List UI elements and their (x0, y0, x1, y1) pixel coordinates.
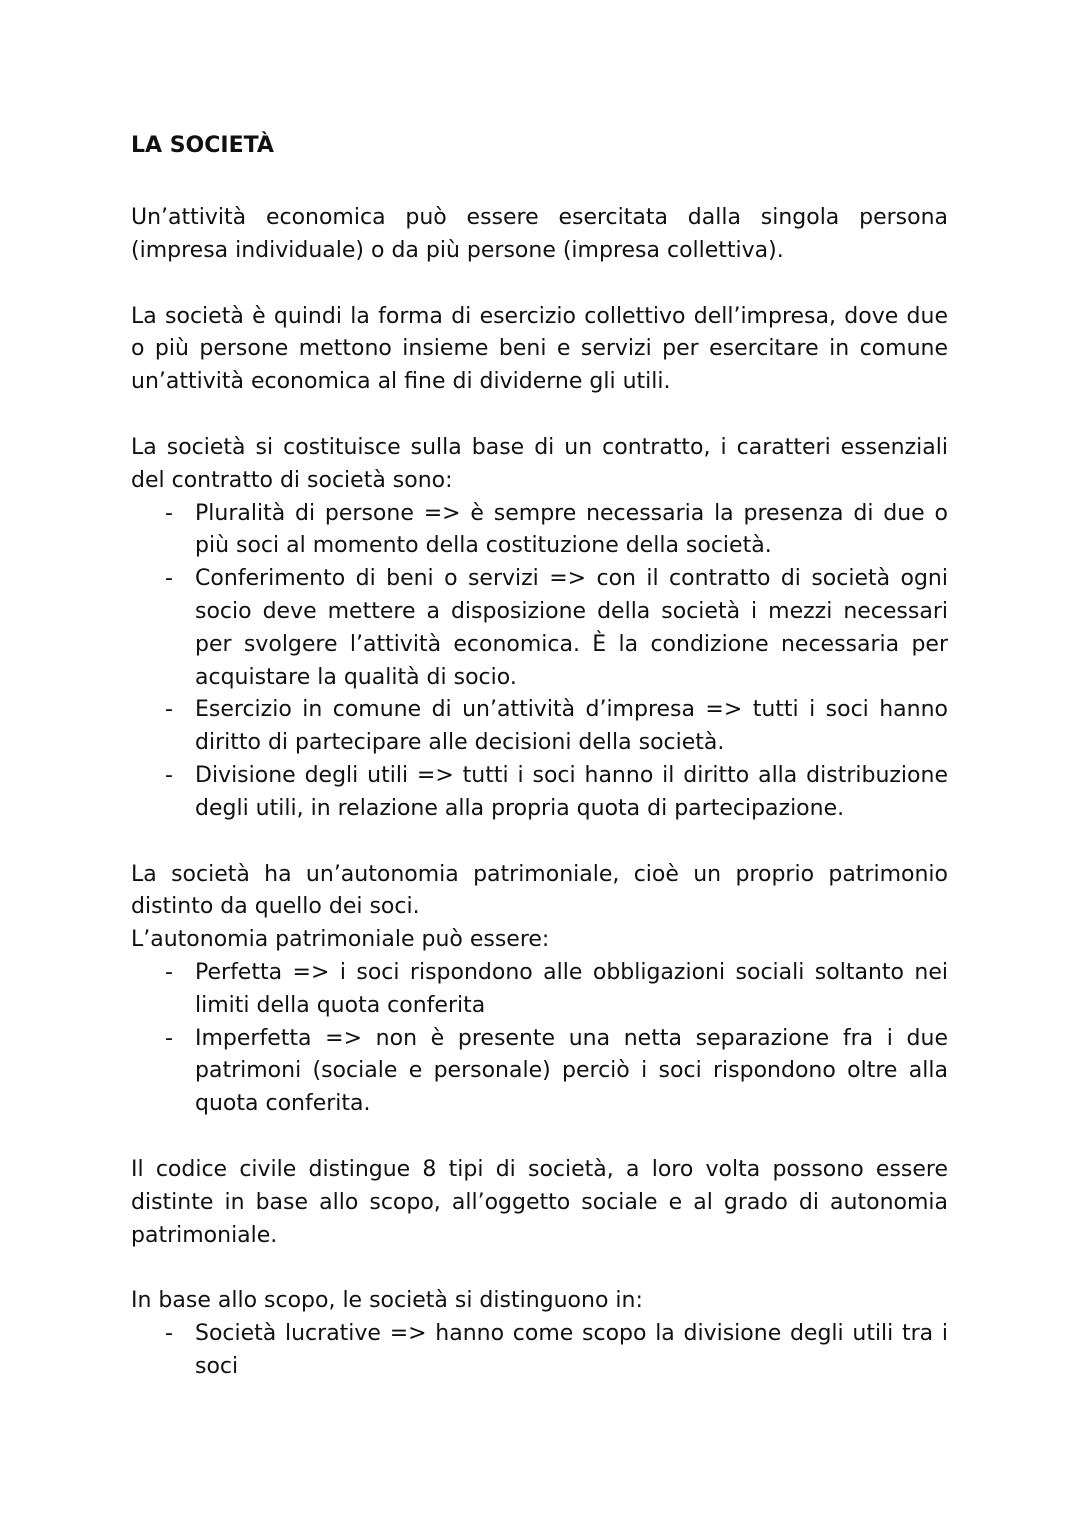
list-item-text: Divisione degli utili => tutti i soci hanno il diritto alla distribuzione degli utili, in relazione alla propria quota di partecipazione. (195, 762, 948, 821)
paragraph-contract: La società si costituisce sulla base di un contratto, i caratteri essenziali del contratto di società sono: (131, 434, 948, 493)
paragraph-civil-code: Il codice civile distingue 8 tipi di società, a loro volta possono essere distinte in base allo scopo, all’oggetto sociale e al grado di autonomia patrimoniale. (131, 1156, 948, 1248)
paragraph-intro: Un’attività economica può essere esercitata dalla singola persona (impresa individuale) o da più persone (impresa collettiva). (131, 205, 948, 263)
bullet-dash: - (165, 566, 173, 592)
list-item (131, 694, 948, 760)
bullet-dash: - (165, 500, 173, 526)
list-item (131, 1023, 948, 1121)
bullet-dash: - (165, 762, 173, 788)
list-item (131, 957, 948, 1023)
autonomy-types-list (131, 957, 948, 1121)
document-page (131, 128, 948, 1384)
list-item (131, 760, 948, 826)
bullet-dash: - (165, 1321, 173, 1347)
list-item-text: Pluralità di persone => è sempre necessaria la presenza di due o più soci al momento della costituzione della società. (195, 500, 948, 559)
bullet-dash: - (165, 1025, 173, 1051)
list-item (131, 1318, 948, 1384)
bullet-dash: - (165, 697, 173, 723)
list-item (131, 498, 948, 564)
list-item (131, 563, 948, 694)
bullet-dash: - (165, 959, 173, 985)
list-item-text: Società lucrative => hanno come scopo la divisione degli utili tra i soci (195, 1321, 948, 1379)
paragraph-definition: La società è quindi la forma di esercizio collettivo dell’impresa, dove due o più persone mettono insieme beni e servizi per esercitare in comune un’attività economica al fine di dividerne gli utili. (131, 303, 948, 395)
paragraph-autonomy-types: L’autonomia patrimoniale può essere: (131, 927, 550, 953)
paragraph-purpose: In base allo scopo, le società si distinguono in: (131, 1288, 643, 1314)
list-item-text: Esercizio in comune di un’attività d’impresa => tutti i soci hanno diritto di partecipare alle decisioni della società. (195, 697, 948, 756)
paragraph-autonomy: La società ha un’autonomia patrimoniale, cioè un proprio patrimonio distinto da quello dei soci. (131, 861, 948, 920)
document-title: LA SOCIETÀ (131, 133, 274, 158)
list-item-text: Imperfetta => non è presente una netta separazione fra i due patrimoni (sociale e personale) perciò i soci rispondono oltre alla quota conferita. (195, 1025, 948, 1117)
list-item-text: Conferimento di beni o servizi => con il contratto di società ogni socio deve mettere a disposizione della società i mezzi necessari per svolgere l’attività economica. È la condizione necessaria per acquistare la qualità di socio. (195, 566, 948, 690)
list-item-text: Perfetta => i soci rispondono alle obbligazioni sociali soltanto nei limiti della quota conferita (195, 959, 948, 1018)
purpose-types-list (131, 1318, 948, 1384)
contract-features-list (131, 498, 948, 826)
